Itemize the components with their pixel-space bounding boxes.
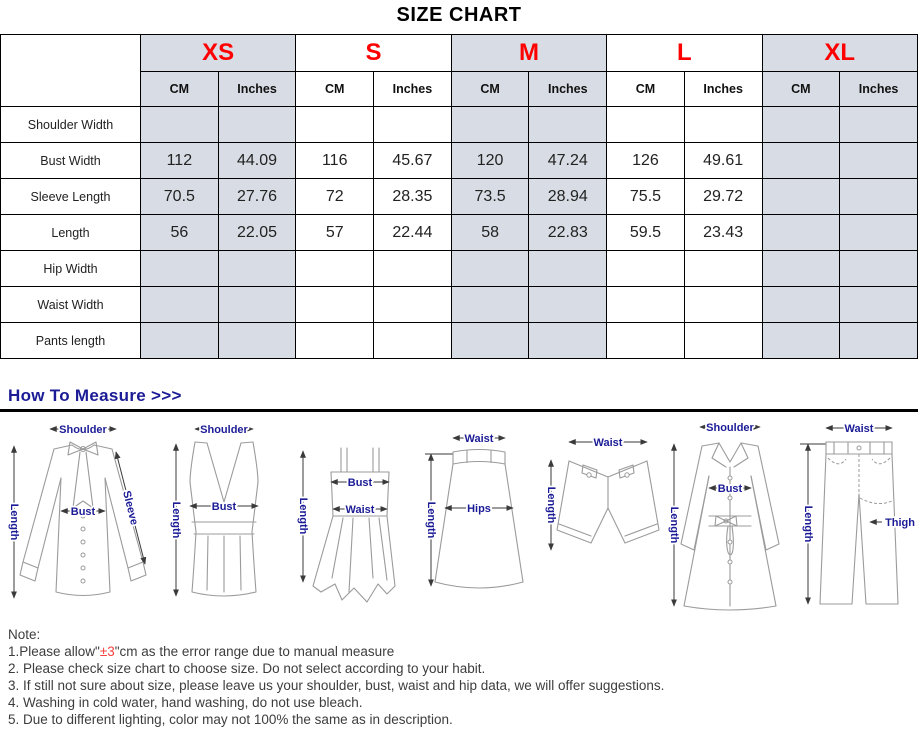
thigh-label: Thigh	[885, 517, 915, 529]
row-label: Length	[1, 215, 141, 251]
note-line-2: 2. Please check size chart to choose size. Do not select according to your habit.	[8, 661, 486, 676]
value-cell: 45.67	[374, 143, 452, 179]
value-cell: 75.5	[607, 179, 685, 215]
value-cell	[141, 323, 219, 359]
table-row	[1, 323, 918, 359]
value-cell	[840, 107, 918, 143]
row-label: Shoulder Width	[1, 107, 141, 143]
value-cell: 22.83	[529, 215, 607, 251]
length-label: Length	[667, 506, 680, 544]
hips-label: Hips	[467, 503, 491, 515]
value-cell	[296, 323, 374, 359]
value-cell: 44.09	[218, 143, 296, 179]
size-header-xs: XS	[141, 35, 296, 72]
table-row	[1, 179, 918, 215]
length-label: Length	[296, 497, 309, 535]
value-cell	[296, 287, 374, 323]
size-header-m: M	[451, 35, 606, 72]
value-cell	[451, 323, 529, 359]
value-cell	[141, 287, 219, 323]
value-cell	[218, 323, 296, 359]
value-cell	[684, 323, 762, 359]
bust-label: Bust	[70, 506, 96, 518]
skirt-diagram	[421, 416, 533, 616]
value-cell	[762, 143, 840, 179]
page-title: SIZE CHART	[396, 4, 522, 26]
note-line-4: 4. Washing in cold water, hand washing, do not use bleach.	[8, 695, 363, 710]
value-cell	[374, 287, 452, 323]
value-cell: 22.44	[374, 215, 452, 251]
value-cell	[296, 251, 374, 287]
value-cell: 112	[141, 143, 219, 179]
value-cell	[840, 251, 918, 287]
value-cell: 57	[296, 215, 374, 251]
size-header-s: S	[296, 35, 451, 72]
dress-diagram	[285, 416, 421, 616]
size-header-l: L	[607, 35, 762, 72]
unit-header-inches: Inches	[374, 72, 452, 107]
table-row	[1, 251, 918, 287]
value-cell: 28.35	[374, 179, 452, 215]
unit-header-cm: CM	[762, 72, 840, 107]
notes-heading: Note:	[8, 627, 41, 642]
tank-top-diagram	[164, 416, 284, 616]
value-cell	[840, 179, 918, 215]
value-cell	[529, 323, 607, 359]
value-cell	[218, 251, 296, 287]
waist-label: Waist	[345, 504, 375, 516]
value-cell: 72	[296, 179, 374, 215]
value-cell	[529, 107, 607, 143]
value-cell	[374, 251, 452, 287]
waist-label: Waist	[464, 433, 494, 445]
value-cell: 116	[296, 143, 374, 179]
value-cell	[607, 251, 685, 287]
value-cell	[684, 251, 762, 287]
size-header-xl: XL	[762, 35, 918, 72]
shoulder-label: Shoulder	[200, 424, 249, 436]
value-cell	[684, 107, 762, 143]
value-cell	[684, 287, 762, 323]
table-row	[1, 143, 918, 179]
table-row	[1, 215, 918, 251]
value-cell	[762, 179, 840, 215]
row-label: Bust Width	[1, 143, 141, 179]
sleeve-label: Sleeve	[120, 489, 141, 527]
value-cell	[374, 107, 452, 143]
value-cell	[218, 107, 296, 143]
length-label: Length	[425, 501, 438, 539]
shoulder-label: Shoulder	[59, 424, 107, 436]
value-cell: 58	[451, 215, 529, 251]
value-cell	[762, 287, 840, 323]
unit-header-inches: Inches	[218, 72, 296, 107]
value-cell	[840, 287, 918, 323]
row-label: Hip Width	[1, 251, 141, 287]
waist-label: Waist	[844, 423, 874, 435]
row-label: Sleeve Length	[1, 179, 141, 215]
blouse-diagram	[2, 416, 164, 616]
length-label: Length	[8, 503, 21, 541]
pants-diagram	[794, 416, 916, 616]
unit-header-inches: Inches	[684, 72, 762, 107]
value-cell: 59.5	[607, 215, 685, 251]
note-line-1	[8, 643, 918, 660]
value-cell	[296, 107, 374, 143]
note-1-suffix: "cm as the error range due to manual measure	[114, 644, 395, 659]
unit-header-inches: Inches	[529, 72, 607, 107]
value-cell: 29.72	[684, 179, 762, 215]
note-1-prefix: 1.Please allow"	[8, 644, 100, 659]
shoulder-label: Shoulder	[705, 422, 754, 434]
value-cell	[762, 215, 840, 251]
value-cell: 49.61	[684, 143, 762, 179]
length-label: Length	[170, 501, 183, 539]
value-cell	[840, 323, 918, 359]
value-cell: 120	[451, 143, 529, 179]
row-label: Pants length	[1, 323, 141, 359]
value-cell: 56	[141, 215, 219, 251]
shorts-diagram	[533, 416, 661, 616]
value-cell	[840, 143, 918, 179]
waist-label: Waist	[593, 437, 623, 449]
value-cell	[607, 107, 685, 143]
measurement-diagrams	[0, 412, 918, 616]
unit-header-cm: CM	[451, 72, 529, 107]
value-cell	[141, 251, 219, 287]
unit-header-cm: CM	[607, 72, 685, 107]
value-cell: 23.43	[684, 215, 762, 251]
value-cell	[529, 251, 607, 287]
table-row	[1, 107, 918, 143]
value-cell	[218, 287, 296, 323]
value-cell	[762, 107, 840, 143]
notes-section	[8, 626, 918, 728]
value-cell	[141, 107, 219, 143]
size-header-row	[1, 35, 918, 72]
unit-header-inches: Inches	[840, 72, 918, 107]
value-cell	[762, 251, 840, 287]
note-line-3: 3. If still not sure about size, please leave us your shoulder, bust, waist and hip data, we will offer suggestions.	[8, 678, 665, 693]
value-cell	[451, 251, 529, 287]
bust-label: Bust	[347, 477, 372, 489]
value-cell: 126	[607, 143, 685, 179]
coat-diagram	[662, 416, 794, 616]
value-cell: 70.5	[141, 179, 219, 215]
bust-label: Bust	[717, 483, 742, 495]
row-label: Waist Width	[1, 287, 141, 323]
value-cell: 47.24	[529, 143, 607, 179]
value-cell: 73.5	[451, 179, 529, 215]
unit-header-cm: CM	[141, 72, 219, 107]
value-cell	[762, 323, 840, 359]
size-chart-table	[0, 34, 918, 359]
note-1-tolerance: ±3	[99, 644, 115, 659]
bust-label: Bust	[212, 501, 237, 513]
length-label: Length	[545, 486, 558, 524]
value-cell: 22.05	[218, 215, 296, 251]
value-cell	[529, 287, 607, 323]
value-cell	[374, 323, 452, 359]
value-cell: 27.76	[218, 179, 296, 215]
how-to-measure-heading: How To Measure >>>	[8, 386, 182, 405]
unit-header-cm: CM	[296, 72, 374, 107]
value-cell	[451, 107, 529, 143]
value-cell	[607, 287, 685, 323]
length-label: Length	[802, 505, 815, 543]
value-cell	[451, 287, 529, 323]
value-cell: 28.94	[529, 179, 607, 215]
value-cell	[840, 215, 918, 251]
note-line-5: 5. Due to different lighting, color may not 100% the same as in description.	[8, 712, 453, 727]
table-row	[1, 287, 918, 323]
corner-cell	[1, 35, 141, 107]
value-cell	[607, 323, 685, 359]
